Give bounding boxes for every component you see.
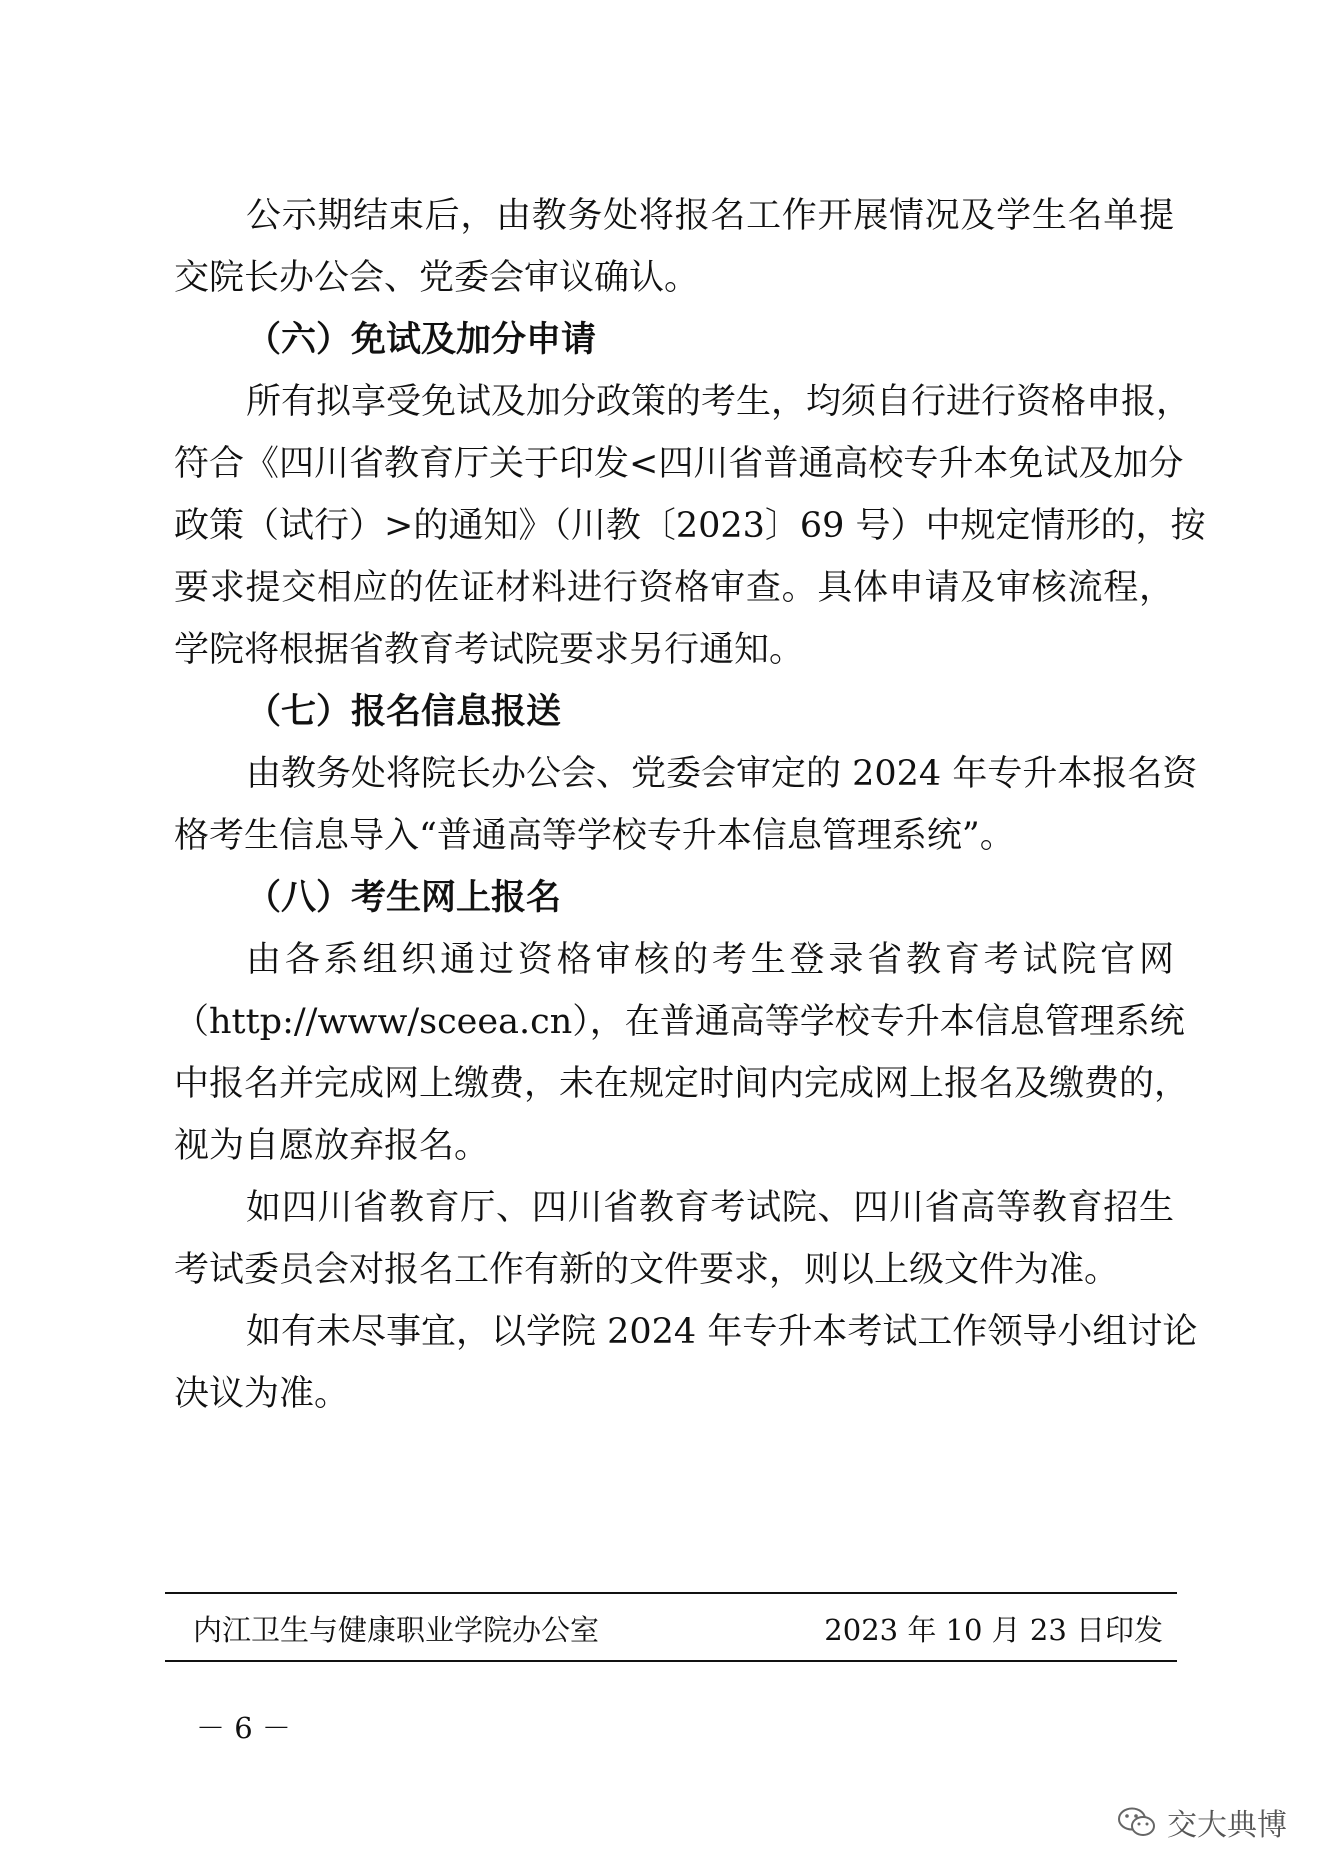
paragraph-line: 如四川省教育厅、四川省教育考试院、四川省高等教育招生 bbox=[246, 1188, 1174, 1228]
paragraph-line: 决议为准。 bbox=[174, 1374, 350, 1414]
footer-issuer: 内江卫生与健康职业学院办公室 bbox=[193, 1613, 600, 1647]
paragraph-line: 由各系组织通过资格审核的考生登录省教育考试院官网 bbox=[246, 940, 1174, 980]
account-watermark bbox=[1117, 1800, 1287, 1844]
paragraph-line: 公示期结束后，由教务处将报名工作开展情况及学生名单提 bbox=[246, 196, 1174, 236]
paragraph-line: （http://www/sceea.cn），在普通高等学校专升本信息管理系统 bbox=[174, 1002, 1185, 1042]
section-heading-seven: （七）报名信息报送 bbox=[246, 692, 562, 732]
wechat-icon bbox=[1117, 1805, 1157, 1839]
paragraph-line: 格考生信息导入“普通高等学校专升本信息管理系统”。 bbox=[174, 816, 1015, 856]
paragraph-line: 如有未尽事宜，以学院 2024 年专升本考试工作领导小组讨论 bbox=[246, 1312, 1198, 1352]
page-number: － 6 － bbox=[196, 1711, 291, 1745]
paragraph-line: 所有拟享受免试及加分政策的考生，均须自行进行资格申报， bbox=[246, 382, 1192, 422]
footer-bottom-rule bbox=[165, 1660, 1177, 1662]
footer-issue-date: 2023 年 10 月 23 日印发 bbox=[824, 1613, 1163, 1647]
watermark-text: 交大典博 bbox=[1167, 1808, 1287, 1843]
paragraph-line: 考试委员会对报名工作有新的文件要求，则以上级文件为准。 bbox=[174, 1250, 1120, 1290]
paragraph-line: 政策（试行）>的通知》（川教〔2023〕69 号）中规定情形的，按 bbox=[174, 506, 1206, 546]
paragraph-line: 学院将根据省教育考试院要求另行通知。 bbox=[174, 630, 805, 670]
section-heading-six: （六）免试及加分申请 bbox=[246, 320, 597, 360]
paragraph-line: 要求提交相应的佐证材料进行资格审查。具体申请及审核流程， bbox=[174, 568, 1174, 608]
paragraph-line: 中报名并完成网上缴费，未在规定时间内完成网上报名及缴费的， bbox=[174, 1064, 1190, 1104]
paragraph-line: 交院长办公会、党委会审议确认。 bbox=[174, 258, 700, 298]
section-heading-eight: （八）考生网上报名 bbox=[246, 878, 562, 918]
paragraph-line: 由教务处将院长办公会、党委会审定的 2024 年专升本报名资 bbox=[246, 754, 1198, 794]
paragraph-line: 视为自愿放弃报名。 bbox=[174, 1126, 490, 1166]
footer-top-rule bbox=[165, 1592, 1177, 1594]
paragraph-line: 符合《四川省教育厅关于印发<四川省普通高校专升本免试及加分 bbox=[174, 444, 1184, 484]
